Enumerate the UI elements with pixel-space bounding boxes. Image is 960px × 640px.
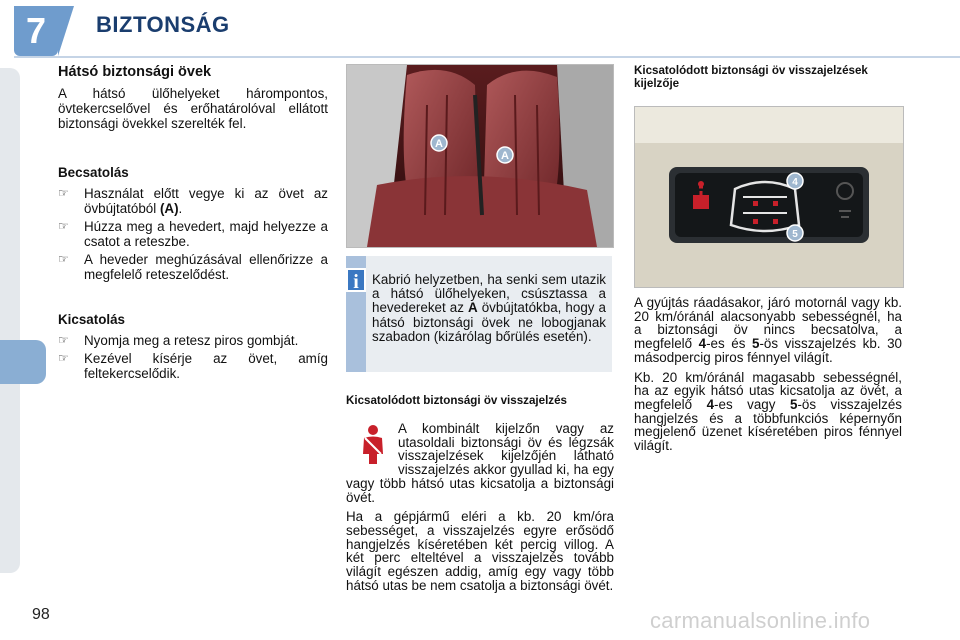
fasten-list [58, 186, 328, 282]
info-text: Kabrió helyzetben, ha senki sem utazik a hátsó ülőhelyeken, csúsztassa a hevedereket az A övbújtatókba, hogy a hátsó biztonsági övek ne lobogjanak szabadon (kizárólag bőrülés esetén). [372, 272, 606, 344]
indicator-heading: Kicsatolódott biztonsági öv visszajelzések kijelzője [634, 64, 868, 90]
callout-a-left: A [435, 138, 443, 150]
chapter-number: 7 [14, 6, 58, 56]
indicator-text [634, 296, 902, 459]
alert-paragraph-2: Ha a gépjármű eléri a kb. 20 km/óra sebességet, a visszajelzés egyre erősödő hangjelzés kíséretében két percig villog. A két perc elteltével a visszajelzés tovább világít egészen addig, amíg egy vagy több hátsó utas be nem csatolja a biztonsági övét. [346, 509, 614, 593]
pointing-hand-icon: ☞ [58, 186, 69, 200]
list-item: ☞ Húzza meg a hevedert, majd helyezze a csatot a reteszbe. [58, 219, 328, 249]
callout-a-right: A [501, 150, 509, 162]
callout-4: 4 [792, 177, 798, 188]
info-icon: i [346, 268, 366, 292]
list-item: ☞ Nyomja meg a retesz piros gombját. [58, 333, 299, 348]
chapter-side-tab[interactable] [0, 340, 46, 384]
pointing-hand-icon: ☞ [58, 351, 69, 365]
callout-5: 5 [792, 229, 798, 240]
alert-paragraph-1: A kombinált kijelzőn vagy az utasoldali biztonsági öv és légzsák visszajelzések kijelzőjén látható visszajelzés akkor gyullad ki, ha egy vagy több hátsó utas kicsatolja a biztonsági övét. [346, 421, 614, 505]
rear-belts-section [58, 64, 328, 384]
section-heading: Hátsó biztonsági övek [58, 64, 212, 80]
page-title: BIZTONSÁG [96, 12, 230, 37]
info-note-box [346, 256, 612, 372]
alert-text [346, 422, 614, 598]
list-item: ☞ A heveder meghúzásával ellenőrizze a megfelelő reteszelődést. [58, 252, 328, 282]
indicator-paragraph-2: Kb. 20 km/óránál magasabb sebességnél, ha az egyik hátsó utas kicsatolja az övét, a megfelelő 4-es vagy 5-ös visszajelzés hangjelzés és a többfunkciós képernyőn megjelenő üzenet kíséretében piros fénnyel világít. [634, 369, 902, 454]
list-item: ☞ Kezével kísérje az övet, amíg feltekercselődik. [58, 351, 328, 381]
unfasten-heading: Kicsatolás [58, 312, 125, 327]
side-margin-bar [0, 68, 20, 573]
indicator-paragraph-1: A gyújtás ráadásakor, járó motornál vagy kb. 20 km/óránál alacsonyabb sebességnél, ha a biztonsági öv nincs becsatolva, a megfelelő 4-es és 5-ös visszajelzés kb. 30 másodpercig piros fénnyel világít. [634, 295, 902, 365]
alert-heading: Kicsatolódott biztonsági öv visszajelzés [346, 394, 567, 407]
pointing-hand-icon: ☞ [58, 252, 69, 266]
list-item: ☞ Használat előtt vegye ki az övet az övbújtatóból (A). [58, 186, 328, 216]
pointing-hand-icon: ☞ [58, 333, 69, 347]
fasten-heading: Becsatolás [58, 165, 129, 180]
rear-seats-photo [346, 64, 614, 248]
indicator-display-photo [634, 106, 904, 288]
title-divider [14, 56, 960, 58]
intro-paragraph: A hátsó ülőhelyeket hárompontos, övtekercselővel és erőhatárolóval ellátott biztonsági övekkel szerelték fel. [58, 86, 328, 131]
unfasten-list [58, 333, 328, 381]
watermark: carmanualsonline.info [650, 608, 871, 633]
page-number: 98 [32, 606, 50, 623]
pointing-hand-icon: ☞ [58, 219, 69, 233]
